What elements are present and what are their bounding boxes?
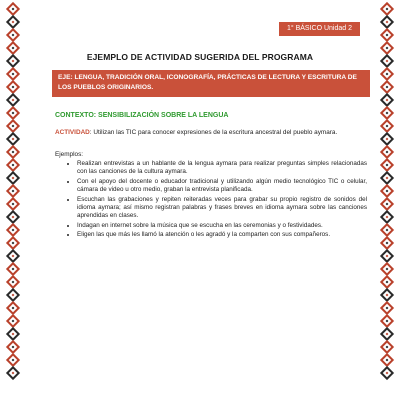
border-motif-icon — [380, 366, 394, 380]
contexto-heading: CONTEXTO: SENSIBILIZACIÓN SOBRE LA LENGUA — [55, 112, 229, 119]
list-item: • Eligen las que más les llamó la atención o les agradó y la comparten con sus compañeros. — [77, 231, 367, 239]
actividad-text: : Utilizan las TIC para conocer expresiones de la escritura ancestral del pueblo aymara. — [89, 129, 338, 136]
page-title: EJEMPLO DE ACTIVIDAD SUGERIDA DEL PROGRAMA — [86, 52, 314, 62]
ejemplos-label: Ejemplos: — [55, 151, 84, 158]
eje-banner: EJE: LENGUA, TRADICIÓN ORAL, ICONOGRAFÍA, PRÁCTICAS DE LECTURA Y ESCRITURA DE LOS PUEBLOS ORIGINARIOS. — [52, 70, 370, 97]
actividad-label: ACTIVIDAD — [55, 129, 90, 136]
list-item: • Indagan en internet sobre la música que se escucha en las ceremonias y o festividades. — [77, 222, 367, 230]
list-item: • Realizan entrevistas a un hablante de la lengua aymara para realizar preguntas simples relacionadas con las canciones de la cultura aymara. — [77, 160, 367, 177]
ejemplos-list — [55, 160, 367, 241]
list-item: • Con el apoyo del docente o educador tradicional y utilizando algún medio tecnológico TIC o celular, cámara de video u otro medio, graban la entrevista planificada. — [77, 178, 367, 195]
actividad-paragraph — [55, 128, 365, 137]
border-motif-icon — [6, 366, 20, 380]
list-item: • Escuchan las grabaciones y repiten reiteradas veces para grabar su propio registro de sonidos del idioma aymara; así mismo registran palabras y frases breves en idioma aymara sobre las canciones aprendidas en clases. — [77, 196, 367, 221]
grade-unit-badge: 1° BÁSICO Unidad 2 — [279, 22, 360, 36]
